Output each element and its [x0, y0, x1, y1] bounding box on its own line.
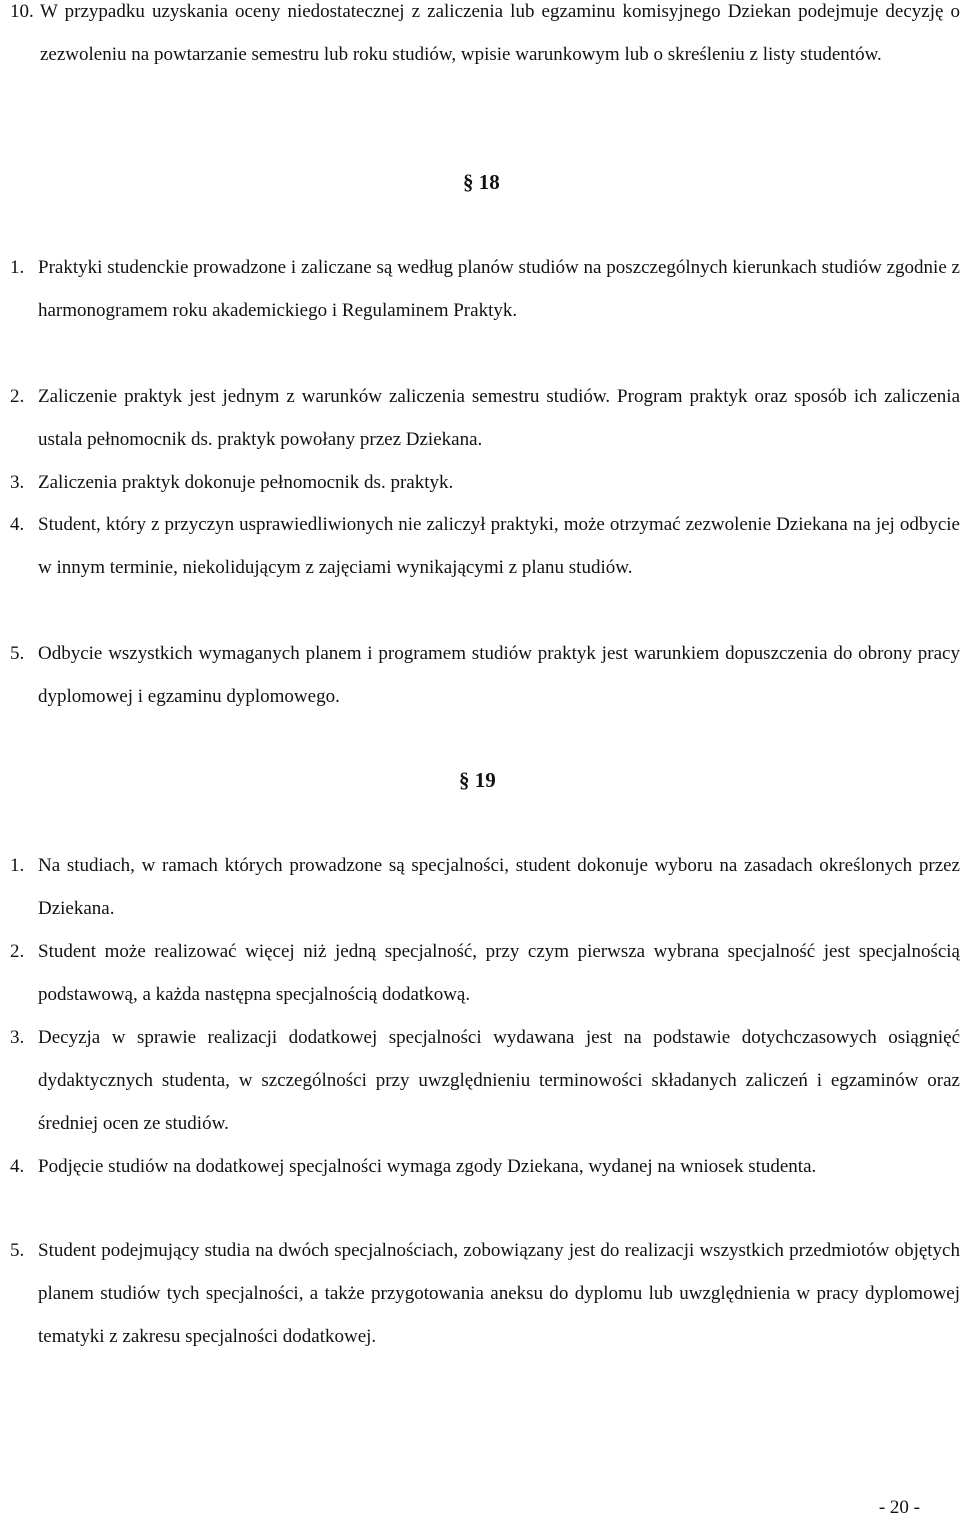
section-18-item-2 [10, 375, 960, 461]
item-number: 4. [10, 514, 25, 535]
section-19-item-4 [10, 1145, 960, 1188]
list-item [10, 844, 960, 930]
item-number: 2. [10, 941, 25, 962]
item-number: 3. [10, 472, 25, 493]
list-item [10, 375, 960, 461]
item-number: 5. [10, 643, 25, 664]
list-item [10, 1229, 960, 1358]
item-text: Decyzja w sprawie realizacji dodatkowej specjalności wydawana jest na podstawie dotychczasowych osiągnięć dydaktycznych studenta, w szczególności przy uwzględnieniu terminowości składanych zaliczeń i egzaminów oraz średniej ocen ze studiów. [38, 1027, 960, 1134]
section-19-item-2 [10, 930, 960, 1016]
section-18-item-3 [10, 461, 960, 504]
item-number: 5. [10, 1240, 25, 1261]
list-item [10, 1016, 960, 1145]
item-number: 4. [10, 1156, 25, 1177]
item-text: Student podejmujący studia na dwóch specjalnościach, zobowiązany jest do realizacji wszystkich przedmiotów objętych planem studiów tych specjalności, a także przygotowania aneksu do dyplomu lub uwzględnienia w pracy dyplomowej tematyki z zakresu specjalności dodatkowej. [38, 1240, 960, 1347]
item-number: 2. [10, 386, 25, 407]
page-number: - 20 - [878, 1497, 920, 1518]
paragraph-10 [10, 0, 960, 76]
list-item [10, 503, 960, 589]
section-18-heading: § 18 [463, 170, 500, 194]
item-text: Podjęcie studiów na dodatkowej specjalności wymaga zgody Dziekana, wydanej na wniosek studenta. [38, 1156, 817, 1177]
section-19-item-1 [10, 844, 960, 930]
item-number: 10. [10, 1, 34, 22]
list-item [10, 632, 960, 718]
list-item [10, 461, 960, 504]
section-19-heading: § 19 [459, 768, 496, 792]
section-19-item-3 [10, 1016, 960, 1145]
list-item [10, 246, 960, 332]
item-text: Student może realizować więcej niż jedną specjalność, przy czym pierwsza wybrana specjalność jest specjalnością podstawową, a każda następna specjalnością dodatkową. [38, 941, 960, 1005]
item-text: Student, który z przyczyn usprawiedliwionych nie zaliczył praktyki, może otrzymać zezwolenie Dziekana na jej odbycie w innym terminie, niekolidującym z zajęciami wynikającymi z planu studiów. [38, 514, 960, 578]
list-item [10, 0, 960, 76]
section-18-item-4 [10, 503, 960, 589]
item-number: 1. [10, 257, 25, 278]
section-19-item-5 [10, 1229, 960, 1358]
item-number: 1. [10, 855, 25, 876]
item-text: Zaliczenie praktyk jest jednym z warunków zaliczenia semestru studiów. Program praktyk oraz sposób ich zaliczenia ustala pełnomocnik ds. praktyk powołany przez Dziekana. [38, 386, 960, 450]
list-item [10, 1145, 960, 1188]
section-18-item-5 [10, 632, 960, 718]
item-text: Na studiach, w ramach których prowadzone są specjalności, student dokonuje wyboru na zasadach określonych przez Dziekana. [38, 855, 960, 919]
item-text: Odbycie wszystkich wymaganych planem i programem studiów praktyk jest warunkiem dopuszczenia do obrony pracy dyplomowej i egzaminu dyplomowego. [38, 643, 960, 707]
item-text: W przypadku uzyskania oceny niedostatecznej z zaliczenia lub egzaminu komisyjnego Dziekan podejmuje decyzję o zezwoleniu na powtarzanie semestru lub roku studiów, wpisie warunkowym lub o skreśleniu z listy studentów. [40, 1, 960, 65]
section-18-item-1 [10, 246, 960, 332]
item-number: 3. [10, 1027, 25, 1048]
item-text: Praktyki studenckie prowadzone i zaliczane są według planów studiów na poszczególnych kierunkach studiów zgodnie z harmonogramem roku akademickiego i Regulaminem Praktyk. [38, 257, 960, 321]
item-text: Zaliczenia praktyk dokonuje pełnomocnik ds. praktyk. [38, 472, 454, 493]
list-item [10, 930, 960, 1016]
